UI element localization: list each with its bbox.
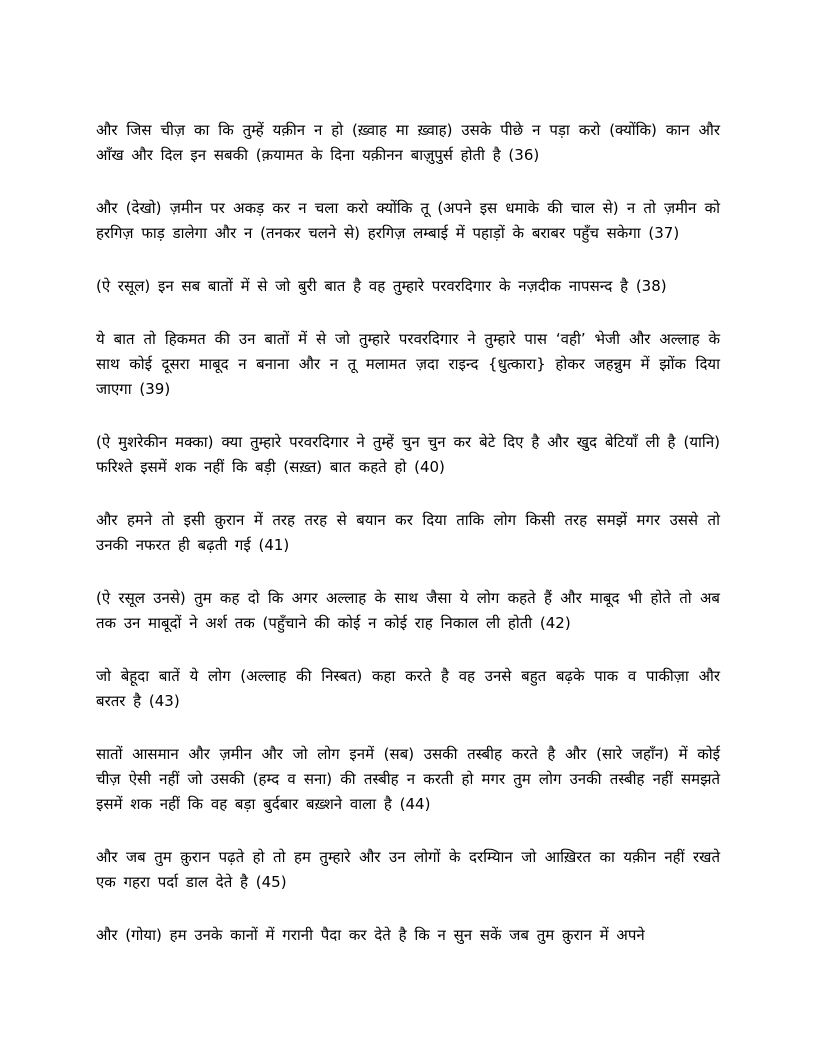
paragraph-verse-37: और (देखो) ज़मीन पर अकड़ कर न चला करो क्योंकि तू (अपने इस धमाके की चाल से) न तो ज़मीन को हरगिज़ फाड़ डालेगा और न (तनकर चलने से) हरगिज़ लम्बाई में पहाड़ों के बराबर पहुँच सकेगा (37)	[96, 199, 720, 242]
paragraph-verse-43: जो बेहूदा बातें ये लोग (अल्लाह की निस्बत) कहा करते है वह उनसे बहुत बढ़के पाक व पाकीज़ा और बरतर है (43)	[96, 667, 720, 710]
paragraph-verse-40: (ऐ मुशरेकीन मक्का) क्या तुम्हारे परवरदिगार ने तुम्हें चुन चुन कर बेटे दिए है और खुद बेटियाँ ली है (यानि) फरिश्ते इसमें शक नहीं कि बड़ी (सख़्त) बात कहते हो (40)	[96, 433, 720, 476]
paragraph-verse-45: और जब तुम क़ुरान पढ़ते हो तो हम तुम्हारे और उन लोगों के दरम्यिान जो आख़िरत का यक़ीन नहीं रखते एक गहरा पर्दा डाल देते है (45)	[96, 848, 720, 891]
paragraph-verse-38: (ऐ रसूल) इन सब बातों में से जो बुरी बात है वह तुम्हारे परवरदिगार के नज़दीक नापसन्द है (38)	[96, 277, 667, 295]
paragraph-verse-44: सातों आसमान और ज़मीन और जो लोग इनमें (सब) उसकी तस्बीह करते है और (सारे जहाँन) में कोई चीज़ ऐसी नहीं जो उसकी (हम्द व सना) की तस्बीह न करती हो मगर तुम लोग उनकी तस्बीह नहीं समझते इसमें शक नहीं कि वह बड़ा बुर्दबार बख़्शने वाला है (44)	[96, 745, 720, 813]
paragraph-verse-42: (ऐ रसूल उनसे) तुम कह दो कि अगर अल्लाह के साथ जैसा ये लोग कहते हैं और माबूद भी होते तो अब तक उन माबूदों ने अर्श तक (पहुँचाने की कोई न कोई राह निकाल ली होती (42)	[96, 589, 720, 632]
paragraph-verse-46-partial: और (गोया) हम उनके कानों में गरानी पैदा कर देते है कि न सुन सकें जब तुम क़ुरान में अपने	[96, 926, 645, 944]
paragraph-verse-41: और हमने तो इसी क़ुरान में तरह तरह से बयान कर दिया ताकि लोग किसी तरह समझें मगर उससे तो उनकी नफरत ही बढ़ती गई (41)	[96, 511, 720, 554]
document-body	[96, 118, 720, 976]
paragraph-verse-39: ये बात तो हिकमत की उन बातों में से जो तुम्हारे परवरदिगार ने तुम्हारे पास ‘वही’ भेजी और अल्लाह के साथ कोई दूसरा माबूद न बनाना और न तू मलामत ज़दा राइन्द {धुत्कारा} होकर जहन्नुम में झोंक दिया जाएगा (39)	[96, 330, 720, 398]
paragraph-verse-36: और जिस चीज़ का कि तुम्हें यक़ीन न हो (ख़्वाह मा ख़्वाह) उसके पीछे न पड़ा करो (क्योंकि) कान और आँख और दिल इन सबकी (क़यामत के दिना यक़ीनन बाज़ुपुर्स होती है (36)	[96, 121, 720, 164]
